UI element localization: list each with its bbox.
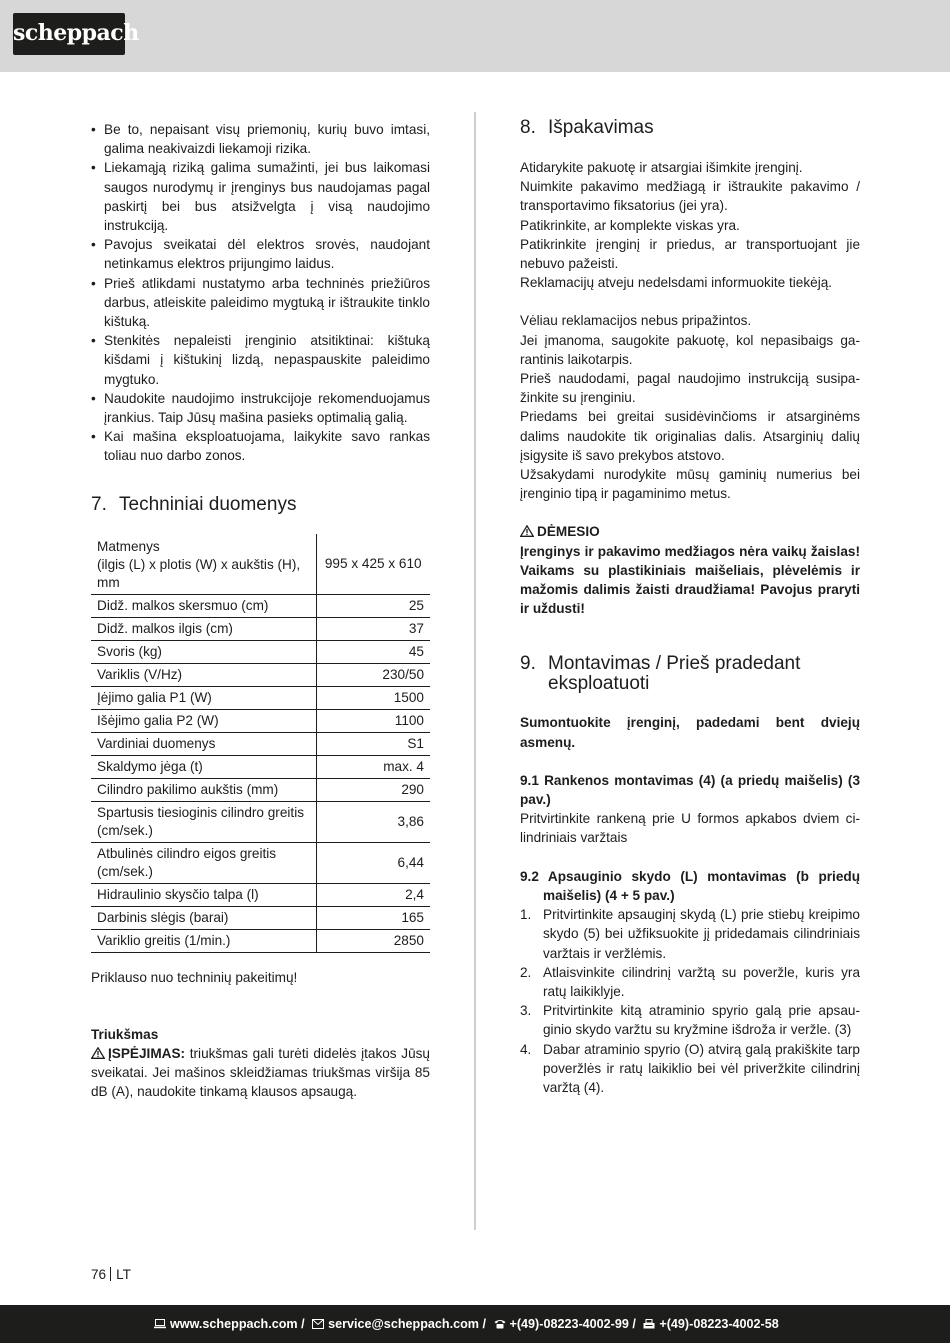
table-row [91,929,430,952]
spec-label: Darbinis slėgis (barai) [91,906,316,929]
list-item: • Naudokite naudojimo instrukcijoje rekomenduojamus įrankius. Taip Jūsų mašina pasieks optimalią galią. [91,389,430,427]
spec-value: max. 4 [316,755,430,778]
table-row [91,801,430,842]
fax-icon [643,1319,655,1329]
table-row [91,617,430,640]
assembly-intro: Sumontuokite įrenginį, padedami bent dviejų asmenų. [520,715,860,750]
spec-label: Svoris (kg) [91,640,316,663]
page-number-separator [110,1267,111,1281]
table-row [91,755,430,778]
text-line: Užsakydami nurodykite mūsų gaminių numerius bei įrenginio tipą ir pagaminimo metus. [520,467,860,502]
mail-icon [312,1319,324,1329]
step-text: Pritvirtinkite kitą atraminio spyrio galą prie apsauginio skydo varžtu su kryžmine išdroža ir veržle. (3) [543,1003,860,1038]
spec-label: Skaldymo jėga (t) [91,755,316,778]
list-item: • Pavojus sveikatai dėl elektros srovės, naudojant netinkamus elektros prijungimo laidus. [91,235,430,273]
spec-label: Cilindro pakilimo aukštis (mm) [91,778,316,801]
table-row [91,640,430,663]
attention-label: DĖMESIO [537,524,600,540]
section-number: 7. [91,493,107,515]
spec-value: 290 [316,778,430,801]
table-row [91,842,430,883]
spec-label: Didž. malkos skersmuo (cm) [91,594,316,617]
list-item [520,963,860,1001]
table-row [91,686,430,709]
text-line: Vėliau reklamacijos nebus pripažintos. [520,313,752,329]
assembly-steps [520,905,860,1097]
section-9-heading [520,654,860,694]
text-line: Nuimkite pakavimo medžiagą ir ištraukite pakavimo / transportavimo fiksatorius (jei yra). [520,179,860,214]
table-row [91,906,430,929]
list-item: • Stenkitės nepaleisti įrenginio atsitiktinai: kištuką kišdami į kištukinį lizdą, nepaspauskite paleidimo mygtuko. [91,331,430,389]
list-item [520,1040,860,1098]
step-text: Pritvirtinkite apsauginį skydą (L) prie stiebų kreipimo skydo (5) bei užfiksuokite jį pridedamais cilindriniais varžtais ir veržlėmis. [543,907,860,961]
warning-label: ĮSPĖJIMAS: [108,1046,186,1062]
list-item [520,905,860,963]
text-line: Patikrinkite įrenginį ir priedus, ar transportuojant jie nebuvo pažeisti. [520,236,860,272]
spec-value: 230/50 [316,663,430,686]
text-line: Patikrinkite, ar komplekte viskas yra. [520,217,740,233]
list-item: • Liekamąją riziką galima sumažinti, jei bus laikomasi saugos nurodymų ir įrenginys bus naudojamas pagal paskirtį bei bus atsižvelgta į visą naudojimo instrukciją. [91,158,430,235]
section-title: Išpakavimas [548,117,654,138]
warning-text: triukšmas gali turėti didelės įtakos Jūsų sveikatai. Jei mašinos skleidžiamas triukšmas viršija 85 dB (A), naudokite tinkamą klausos apsaugą. [91,1046,430,1100]
spec-value: 37 [316,617,430,640]
contact-line [154,1315,779,1333]
spec-value: 6,44 [316,842,430,883]
spec-value: 3,86 [316,801,430,842]
step-number: 4. [520,1041,532,1057]
list-item: • Kai mašina eksploatuojama, laikykite savo rankas toliau nuo darbo zonos. [91,427,430,465]
computer-icon [154,1319,166,1329]
section-8-heading [520,117,860,139]
spec-value: 25 [316,594,430,617]
table-row [91,594,430,617]
step-text: Atlaisvinkite cilindrinį varžtą su poveržle, kuris yra ratų laikiklyje. [543,964,860,999]
noise-heading: Triukšmas [91,1026,159,1042]
spec-value: 2,4 [316,883,430,906]
spec-label: Hidraulinio skysčio talpa (l) [91,883,316,906]
spec-value: 995 x 425 x 610 [316,534,430,595]
spec-value: 2850 [316,929,430,952]
spec-label: Vardiniai duomenys [91,732,316,755]
table-row [91,663,430,686]
warning-icon [520,525,534,537]
list-item [520,1001,860,1039]
phone-number: +(49)-08223-4002-99 / [509,1317,636,1331]
spec-label: Įėjimo galia P1 (W) [91,686,316,709]
table-row [91,883,430,906]
list-item: • Be to, nepaisant visų priemonių, kurių buvo imtasi, galima neakivaizdi liekamoji rizika. [91,120,430,158]
step-text: Dabar atraminio spyrio (O) atvirą galą prakiškite tarp poveržlės ir ratų laikiklio bei vėl priveržkite cilindrinį varžtą (4). [543,1041,860,1095]
website-link[interactable]: www.scheppach.com / [170,1317,305,1331]
page-language: LT [116,1267,131,1282]
email-link[interactable]: service@scheppach.com / [328,1317,486,1331]
phone-icon [494,1319,506,1329]
section-title: Montavimas / Prieš pradedant eksploatuoti [548,653,801,695]
spec-note: Priklauso nuo techninių pakeitimų! [91,969,298,985]
page-number-value: 76 [91,1267,107,1282]
right-column [520,117,860,1097]
spec-label: Išėjimo galia P2 (W) [91,709,316,732]
header-bar [0,0,950,72]
table-row [91,709,430,732]
list-item: • Prieš atlikdami nustatymo arba techninės priežiūros darbus, atleiskite paleidimo mygtuką ir ištraukite tinklo kištuką. [91,274,430,332]
spec-label: Matmenys (ilgis (L) x plotis (W) x aukštis (H), mm [91,534,316,595]
spec-value: 1100 [316,709,430,732]
spec-value: S1 [316,732,430,755]
spec-value: 45 [316,640,430,663]
left-column [91,120,430,1102]
table-row [91,534,430,595]
spec-label: Spartusis tiesioginis cilindro greitis (cm/sek.) [91,801,316,842]
attention-box [520,522,860,618]
fax-number: +(49)-08223-4002-58 [659,1317,779,1331]
step-number: 2. [520,964,532,980]
text-line: Atidarykite pakuotę ir atsargiai išimkite įrenginį. [520,160,803,175]
subsection-9-1-text: Pritvirtinkite rankeną prie U formos apkabos dviem cilindriniais varžtais [520,811,860,846]
spec-label: Variklio greitis (1/min.) [91,929,316,952]
attention-text: Įrenginys ir pakavimo medžiagos nėra vaikų žaislas! Vaikams su plastikiniais maišeliais, plėvelėmis ir mažomis dalimis žaisti draudžiama! Pavojus praryti ir uždusti! [520,543,860,617]
noise-warning [91,1044,430,1102]
section-title: Techniniai duomenys [119,493,297,515]
section-number: 9. [520,653,536,675]
text-line: Priedams bei greitai susidėvinčioms ir atsarginėms dalims naudokite tik originalias dalis. Atsarginių dalių įsigysite iš savo prekybos atstovo. [520,409,860,463]
brand-logo [13,13,139,55]
footer-bar [0,1305,950,1343]
step-number: 1. [520,907,532,923]
text-line: Prieš naudodami, pagal naudojimo instrukciją susipažinkite su įrenginiu. [520,371,860,406]
spec-label: Variklis (V/Hz) [91,663,316,686]
unpacking-paragraph-2 [520,311,860,503]
spec-label: Didž. malkos ilgis (cm) [91,617,316,640]
table-row [91,778,430,801]
step-number: 3. [520,1003,532,1019]
risk-bullet-list [91,120,430,466]
unpacking-paragraph-1 [520,158,860,292]
section-7-heading [91,494,430,516]
spec-value: 165 [316,906,430,929]
subsection-9-2-heading: 9.2 Apsauginio skydo (L) montavimas (b priedų maišelis) (4 + 5 pav.) [520,868,860,903]
section-number: 8. [520,117,536,138]
text-line: Reklamacijų atveju nedelsdami informuokite tiekėją. [520,275,833,291]
attention-heading [520,522,860,541]
brand-logo-text: scheppach [13,20,139,46]
page-number [91,1265,131,1284]
spec-label: Atbulinės cilindro eigos greitis (cm/sek.) [91,842,316,883]
column-divider [474,112,476,1230]
spec-value: 1500 [316,686,430,709]
table-row [91,732,430,755]
warning-icon [91,1047,105,1059]
subsection-9-1-heading: 9.1 Rankenos montavimas (4) (a priedų maišelis) (3 pav.) [520,772,860,808]
text-line: Jei įmanoma, saugokite pakuotę, kol nepasibaigs garantinis laikotarpis. [520,332,860,367]
spec-table [91,534,430,953]
